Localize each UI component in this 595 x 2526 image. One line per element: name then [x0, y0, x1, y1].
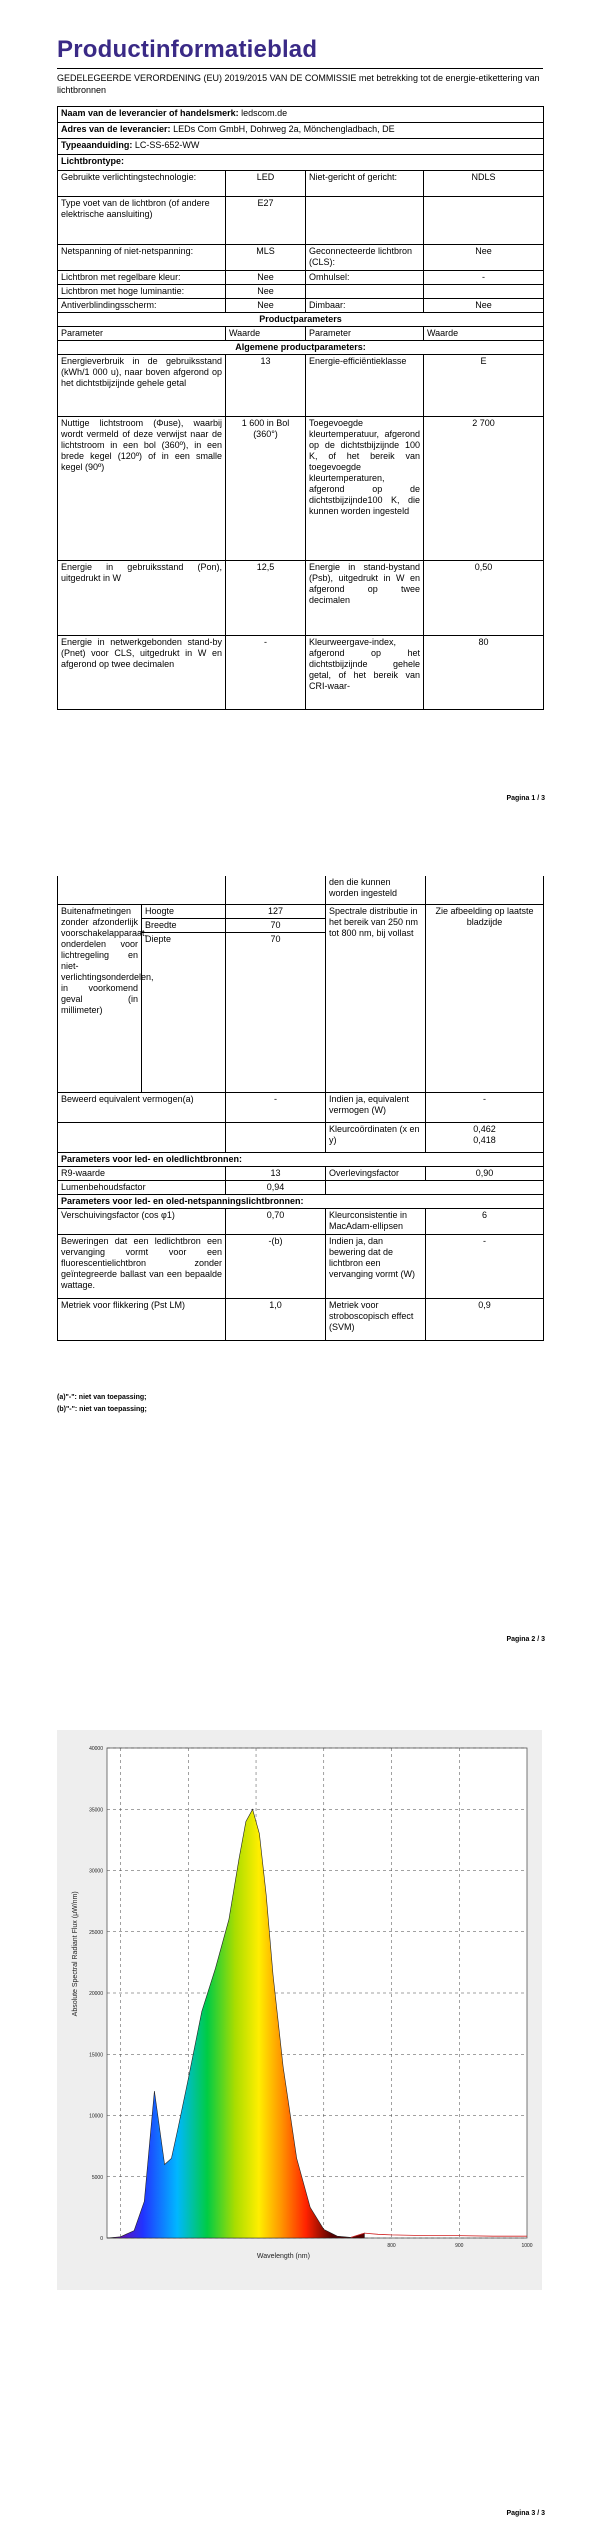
cell: E: [424, 355, 544, 417]
x-axis-label: Wavelength (nm): [256, 2253, 310, 2260]
table-row: [58, 1208, 544, 1234]
cell: [424, 285, 544, 299]
y-tick-label: 10000: [89, 2113, 103, 2120]
cell: Kleurweergave-index, afgerond op het dichtstbijzijnde gehele getal, of het bereik van CRI-waar-: [306, 636, 424, 710]
address-row: [58, 123, 544, 139]
cell: Lichtbron met regelbare kleur:: [58, 271, 226, 285]
x-tick-label: 900: [455, 2243, 464, 2249]
cell: Nee: [424, 299, 544, 313]
cell: 0,50: [424, 561, 544, 636]
y-tick-label: 15000: [89, 2052, 103, 2059]
section-product-parameters: Productparameters: [58, 313, 544, 327]
spectral-distribution-chart: [57, 1730, 542, 2290]
section-header: [58, 313, 544, 327]
table-row: [58, 1180, 544, 1194]
cell: 0,70: [226, 1208, 326, 1234]
cell: 1 600 in Bol (360°): [226, 417, 306, 561]
cell: 12,5: [226, 561, 306, 636]
table-row: [58, 636, 544, 710]
footnotes: [57, 1392, 147, 1416]
page-3: [0, 1710, 595, 2526]
cell: 13: [226, 1166, 326, 1180]
table-row: [58, 197, 544, 245]
cell: Nee: [226, 285, 306, 299]
supplier-row: [58, 107, 544, 123]
cell: Dimbaar:: [306, 299, 424, 313]
table-row: [58, 1166, 544, 1180]
cell: 0,90: [426, 1166, 544, 1180]
cell: Energie-efficiëntieklasse: [306, 355, 424, 417]
cell: Beweerd equivalent vermogen(a): [58, 1092, 226, 1122]
cell: [326, 1180, 426, 1194]
table-row: [58, 171, 544, 197]
cell: Kleurcoördinaten (x en y): [326, 1122, 426, 1152]
column-header: Parameter: [58, 327, 226, 341]
cell: Hoogte: [142, 904, 226, 918]
cell: Indien ja, equivalent vermogen (W): [326, 1092, 426, 1122]
cell: Spectrale distributie in het bereik van 250 nm tot 800 nm, bij vollast: [326, 904, 426, 1092]
column-header-row: [58, 327, 544, 341]
cell: -: [424, 271, 544, 285]
supplier-table: [57, 106, 544, 710]
table-row: [58, 299, 544, 313]
cell: Lichtbron met hoge luminantie:: [58, 285, 226, 299]
cell: Energieverbruik in de gebruiksstand (kWh/1 000 u), naar boven afgerond op het dichtstbijzijnde gehele getal: [58, 355, 226, 417]
section-header: [58, 341, 544, 355]
cell: Gebruikte verlichtingstechnologie:: [58, 171, 226, 197]
cell: Nuttige lichtstroom (Φuse), waarbij wordt vermeld of deze verwijst naar de lichtstroom in een bol (360º), in een brede kegel (120º) of in een smalle kegel (90º): [58, 417, 226, 561]
cell: Omhulsel:: [306, 271, 424, 285]
cell: [58, 876, 226, 904]
page-number: Pagina 2 / 3: [506, 1636, 545, 1643]
cell: 13: [226, 355, 306, 417]
table-row: [58, 355, 544, 417]
cell: 70: [226, 932, 326, 1092]
table-row: [58, 271, 544, 285]
address-label: Adres van de leverancier:: [61, 124, 171, 134]
cell: -: [426, 1234, 544, 1298]
section-mains-parameters: Parameters voor led- en oled-netspanningslichtbronnen:: [58, 1194, 544, 1208]
cell: Lumenbehoudsfactor: [58, 1180, 226, 1194]
table-row: [58, 417, 544, 561]
cell: Indien ja, dan bewering dat de lichtbron een vervanging vormt (W): [326, 1234, 426, 1298]
table-row: [58, 904, 544, 918]
cell: -(b): [226, 1234, 326, 1298]
chroma-y: 0,418: [473, 1134, 496, 1145]
cell: Overlevingsfactor: [326, 1166, 426, 1180]
cell: Zie afbeelding op laatste bladzijde: [426, 904, 544, 1092]
page-2: [0, 870, 595, 1660]
cell: -: [226, 1092, 326, 1122]
spectrum-svg: [57, 1730, 542, 2290]
cell: [58, 1122, 226, 1152]
cell: E27: [226, 197, 306, 245]
column-header: Waarde: [424, 327, 544, 341]
cell: NDLS: [424, 171, 544, 197]
cell: 2 700: [424, 417, 544, 561]
table-row: [58, 1092, 544, 1122]
cell: Type voet van de lichtbron (of andere elektrische aansluiting): [58, 197, 226, 245]
cell: 0,94: [226, 1180, 326, 1194]
y-tick-label: 40000: [89, 1746, 103, 1752]
cell: [426, 1122, 544, 1152]
title-rule: [57, 68, 543, 69]
table-row: [58, 876, 544, 904]
cell: Toegevoegde kleurtemperatuur, afgerond op de dichtstbijzijnde 100 K, of het bereik van toegevoegde kleurtemperaturen, afgerond op de dichtstbijzijnde100 K, die kunnen worden ingesteld: [306, 417, 424, 561]
cell: Diepte: [142, 932, 226, 1092]
cell: R9-waarde: [58, 1166, 226, 1180]
cell: 1,0: [226, 1298, 326, 1340]
cell: Metriek voor flikkering (Pst LM): [58, 1298, 226, 1340]
section-general-parameters: Algemene productparameters:: [58, 341, 544, 355]
lighttype-row: [58, 155, 544, 171]
page-number: Pagina 1 / 3: [506, 795, 545, 802]
cell: LED: [226, 171, 306, 197]
cell: Beweringen dat een ledlichtbron een vervanging vormt voor een fluorescentielichtbron zonder geïntegreerde ballast van een bepaalde wattage.: [58, 1234, 226, 1298]
section-header: [58, 1152, 544, 1166]
cell: Energie in stand-bystand (Psb), uitgedrukt in W en afgerond op twee decimalen: [306, 561, 424, 636]
x-tick-label: 800: [387, 2243, 396, 2249]
cell: Geconnecteerde lichtbron (CLS):: [306, 245, 424, 271]
cell: [306, 197, 424, 245]
table-row: [58, 1234, 544, 1298]
parameters-table-continued: [57, 876, 544, 1341]
cell: 70: [226, 918, 326, 932]
cell: [426, 1180, 544, 1194]
cell: Energie in netwerkgebonden stand-by (Pnet) voor CLS, uitgedrukt in W en afgerond op twee decimalen: [58, 636, 226, 710]
page-1: [0, 0, 595, 820]
cell: [306, 285, 424, 299]
footnote-b: (b)"-": niet van toepassing;: [57, 1406, 147, 1413]
y-tick-label: 5000: [91, 2174, 103, 2181]
chroma-x: 0,462: [473, 1123, 496, 1134]
cell: Nee: [226, 299, 306, 313]
dimensions-label: Buitenafmetingen zonder afzonderlijk voorschakelapparaat, onderdelen voor lichtregeling en niet-verlichtingsonderdelen, in voorkomend geval (in millimeter): [58, 904, 142, 1092]
model-label: Typeaanduiding:: [61, 140, 133, 150]
supplier-value: ledscom.de: [241, 108, 288, 118]
y-tick-label: 0: [100, 2236, 103, 2242]
cell: Verschuivingsfactor (cos φ1): [58, 1208, 226, 1234]
cell: -: [226, 636, 306, 710]
cell: Kleurconsistentie in MacAdam-ellipsen: [326, 1208, 426, 1234]
column-header: Waarde: [226, 327, 306, 341]
table-row: [58, 285, 544, 299]
y-tick-label: 35000: [89, 1807, 103, 1814]
y-tick-label: 30000: [89, 1868, 103, 1875]
footnote-a: (a)"-": niet van toepassing;: [57, 1394, 147, 1401]
column-header: Parameter: [306, 327, 424, 341]
cell: Antiverblindingsscherm:: [58, 299, 226, 313]
cell: Nee: [424, 245, 544, 271]
table-row: [58, 561, 544, 636]
y-tick-label: 20000: [89, 1991, 103, 1997]
section-led-parameters: Parameters voor led- en oledlichtbronnen:: [58, 1152, 544, 1166]
model-row: [58, 139, 544, 155]
table-row: [58, 1122, 544, 1152]
x-tick-label: 1000: [521, 2243, 533, 2249]
table-row: [58, 1298, 544, 1340]
cell: [226, 876, 326, 904]
page-number: Pagina 3 / 3: [506, 2510, 545, 2517]
section-header: [58, 1194, 544, 1208]
model-value: LC-SS-652-WW: [134, 140, 200, 150]
cell: 6: [426, 1208, 544, 1234]
y-axis-label: Absolute Spectral Radiant Flux (μW/nm): [72, 1891, 79, 2017]
cell: Energie in gebruiksstand (Pon), uitgedrukt in W: [58, 561, 226, 636]
cell: [226, 1122, 326, 1152]
cell: 127: [226, 904, 326, 918]
cell: den die kunnen worden ingesteld: [326, 876, 426, 904]
address-value: LEDs Com GmbH, Dohrweg 2a, Mönchengladbach, DE: [173, 124, 395, 134]
cell: Nee: [226, 271, 306, 285]
cell: 80: [424, 636, 544, 710]
cell: Metriek voor stroboscopisch effect (SVM): [326, 1298, 426, 1340]
cell: 0,9: [426, 1298, 544, 1340]
cell: [426, 876, 544, 904]
page-title: Productinformatieblad: [57, 36, 547, 64]
cell: Breedte: [142, 918, 226, 932]
cell: Niet-gericht of gericht:: [306, 171, 424, 197]
cell: MLS: [226, 245, 306, 271]
lighttype-label: Lichtbrontype:: [58, 155, 544, 171]
cell: -: [426, 1092, 544, 1122]
table-row: [58, 245, 544, 271]
supplier-label: Naam van de leverancier of handelsmerk:: [61, 108, 239, 118]
regulation-subtitle: GEDELEGEERDE VERORDENING (EU) 2019/2015 VAN DE COMMISSIE met betrekking tot de energie-etikettering van lichtbronnen: [57, 73, 540, 95]
cell: Netspanning of niet-netspanning:: [58, 245, 226, 271]
cell: [424, 197, 544, 245]
y-tick-label: 25000: [89, 1929, 103, 1936]
